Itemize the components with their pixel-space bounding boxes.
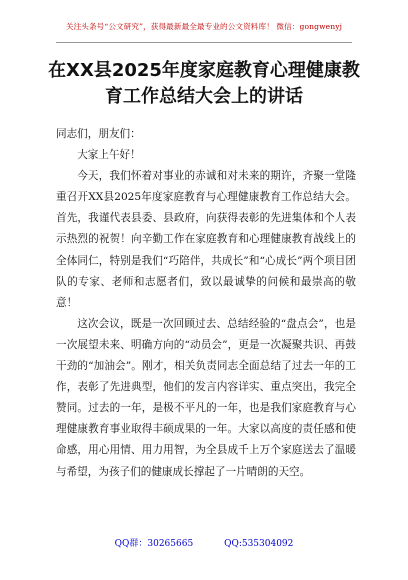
title-line-1: 在XX县2025年度家庭教育心理健康教 (48, 60, 360, 81)
qq-group-text: QQ群：30265665 (114, 539, 194, 549)
document-title (40, 58, 368, 110)
header-divider (56, 42, 352, 43)
header-banner: 关注头条号“公文研究”，获得最新最全最专业的公文资料库！ 微信：gongwenyj (65, 22, 343, 31)
paragraph-1: 今天，我们怀着对事业的赤诚和对未来的期许，齐聚一堂隆重召开XX县2025年度家庭教育与心理健康教育工作总结大会。首先，我谨代表县委、县政府，向获得表彰的先进集体和个人表示热烈的祝贺！向辛勤工作在家庭教育和心理健康教育战线上的全体同仁，特别是我们“巧陪伴，共成长”和“心成长”两个项目团队的专家、老师和志愿者们，致以最诚挚的问候和最崇高的敬意！ (56, 170, 356, 309)
paragraph-2: 这次会议，既是一次回顾过去、总结经验的“盘点会”，也是一次展望未来、明确方向的“动员会”，更是一次凝聚共识、再鼓干劲的“加油会”。刚才，相关负责同志全面总结了过去一年的工作，表彰了先进典型，他们的发言内容详实、重点突出，我完全赞同。过去的一年，是极不平凡的一年，也是我们家庭教育与心理健康教育事业取得丰硕成果的一年。大家以高度的责任感和使命感，用心用情、用力用智，为全县成千上万个家庭送去了温暖与希望，为孩子们的健康成长撑起了一片晴朗的天空。 (56, 317, 356, 478)
qq-number-text: QQ:535304092 (224, 539, 294, 549)
footer-contact (0, 536, 408, 549)
salutation: 同志们，朋友们： (56, 128, 141, 140)
title-line-2: 育工作总结大会上的讲话 (105, 86, 303, 107)
greeting: 大家上午好！ (77, 149, 141, 162)
document-body (56, 124, 356, 483)
